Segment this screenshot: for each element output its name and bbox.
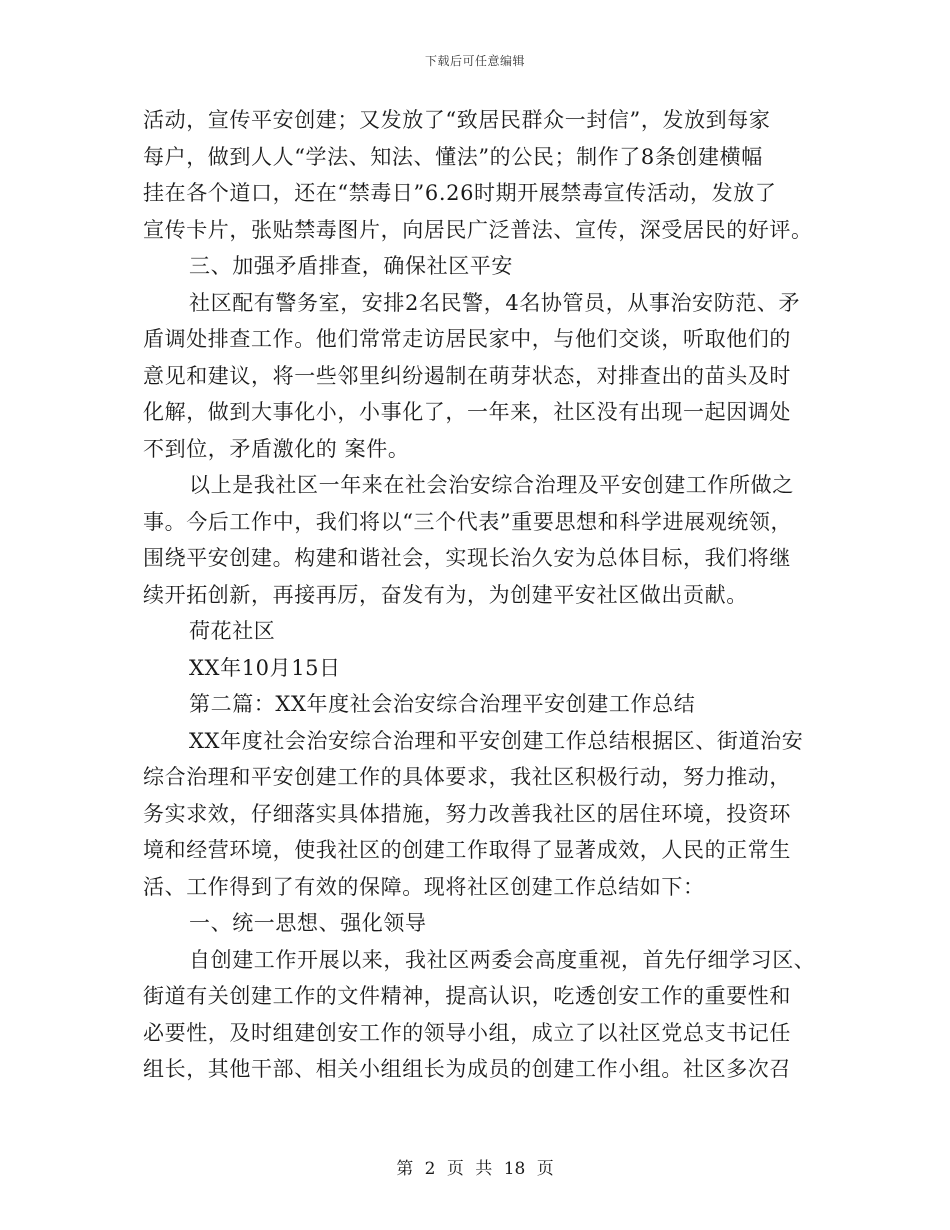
text-line: 必要性，及时组建创安工作的领导小组，成立了以社区党总支书记任 xyxy=(143,1020,791,1045)
text-line: 境和经营环境，使我社区的创建工作取得了显著成效，人民的正常生 xyxy=(143,838,791,862)
page-number-footer: 第 2 页 共 18 页 xyxy=(396,1159,554,1179)
text-line: 三、加强矛盾排查，确保社区平安 xyxy=(189,254,513,278)
text-line: 每户，做到人人“学法、知法、懂法”的公民；制作了8条创建横幅 xyxy=(143,144,763,169)
text-line: 宣传卡片，张贴禁毒图片，向居民广泛普法、宣传，深受居民的好评。 xyxy=(143,217,813,242)
text-line: XX年10月15日 xyxy=(189,655,341,680)
text-line: 活、工作得到了有效的保障。现将社区创建工作总结如下： xyxy=(143,874,705,899)
text-line: XX年度社会治安综合治理和平安创建工作总结根据区、街道治安 xyxy=(189,728,804,753)
text-line: 自创建工作开展以来，我社区两委会高度重视，首先仔细学习区、 xyxy=(189,947,816,972)
text-line: 事。今后工作中，我们将以“三个代表”重要思想和科学进展观统领， xyxy=(143,509,793,534)
text-line: 一、统一思想、强化领导 xyxy=(189,911,427,935)
text-line: 组长，其他干部、相关小组组长为成员的创建工作小组。社区多次召 xyxy=(143,1057,791,1081)
page-header: 下载后可任意编辑 xyxy=(424,54,525,68)
text-line: 不到位，矛盾激化的 案件。 xyxy=(143,436,410,461)
text-line: 街道有关创建工作的文件精神，提高认识，吃透创安工作的重要性和 xyxy=(143,984,791,1008)
text-line: 社区配有警务室，安排2名民警，4名协管员，从事治安防范、矛 xyxy=(189,290,801,315)
text-line: 挂在各个道口，还在“禁毒日”6.26时期开展禁毒宣传活动，发放了 xyxy=(143,181,777,205)
text-line: 意见和建议，将一些邻里纠纷遏制在萌芽状态，对排查出的苗头及时 xyxy=(143,363,791,388)
document-body xyxy=(143,102,816,1088)
text-line: 化解，做到大事化小，小事化了，一年来，社区没有出现一起因调处 xyxy=(143,400,791,424)
text-line: 续开拓创新，再接再厉，奋发有为，为创建平安社区做出贡献。 xyxy=(143,582,748,607)
text-line: 综合治理和平安创建工作的具体要求，我社区积极行动，努力推动， xyxy=(143,765,791,789)
text-line: 围绕平安创建。构建和谐社会，实现长治久安为总体目标，我们将继 xyxy=(143,546,791,570)
text-line: 活动，宣传平安创建；又发放了“致居民群众一封信”，发放到每家 xyxy=(143,108,771,132)
text-line: 以上是我社区一年来在社会治安综合治理及平安创建工作所做之 xyxy=(189,473,794,497)
text-line: 盾调处排查工作。他们常常走访居民家中，与他们交谈，听取他们的 xyxy=(143,327,791,351)
text-line: 务实求效，仔细落实具体措施，努力改善我社区的居住环境，投资环 xyxy=(143,801,791,826)
text-line: 第二篇：XX年度社会治安综合治理平安创建工作总结 xyxy=(189,692,696,716)
text-line: 荷花社区 xyxy=(189,619,276,643)
